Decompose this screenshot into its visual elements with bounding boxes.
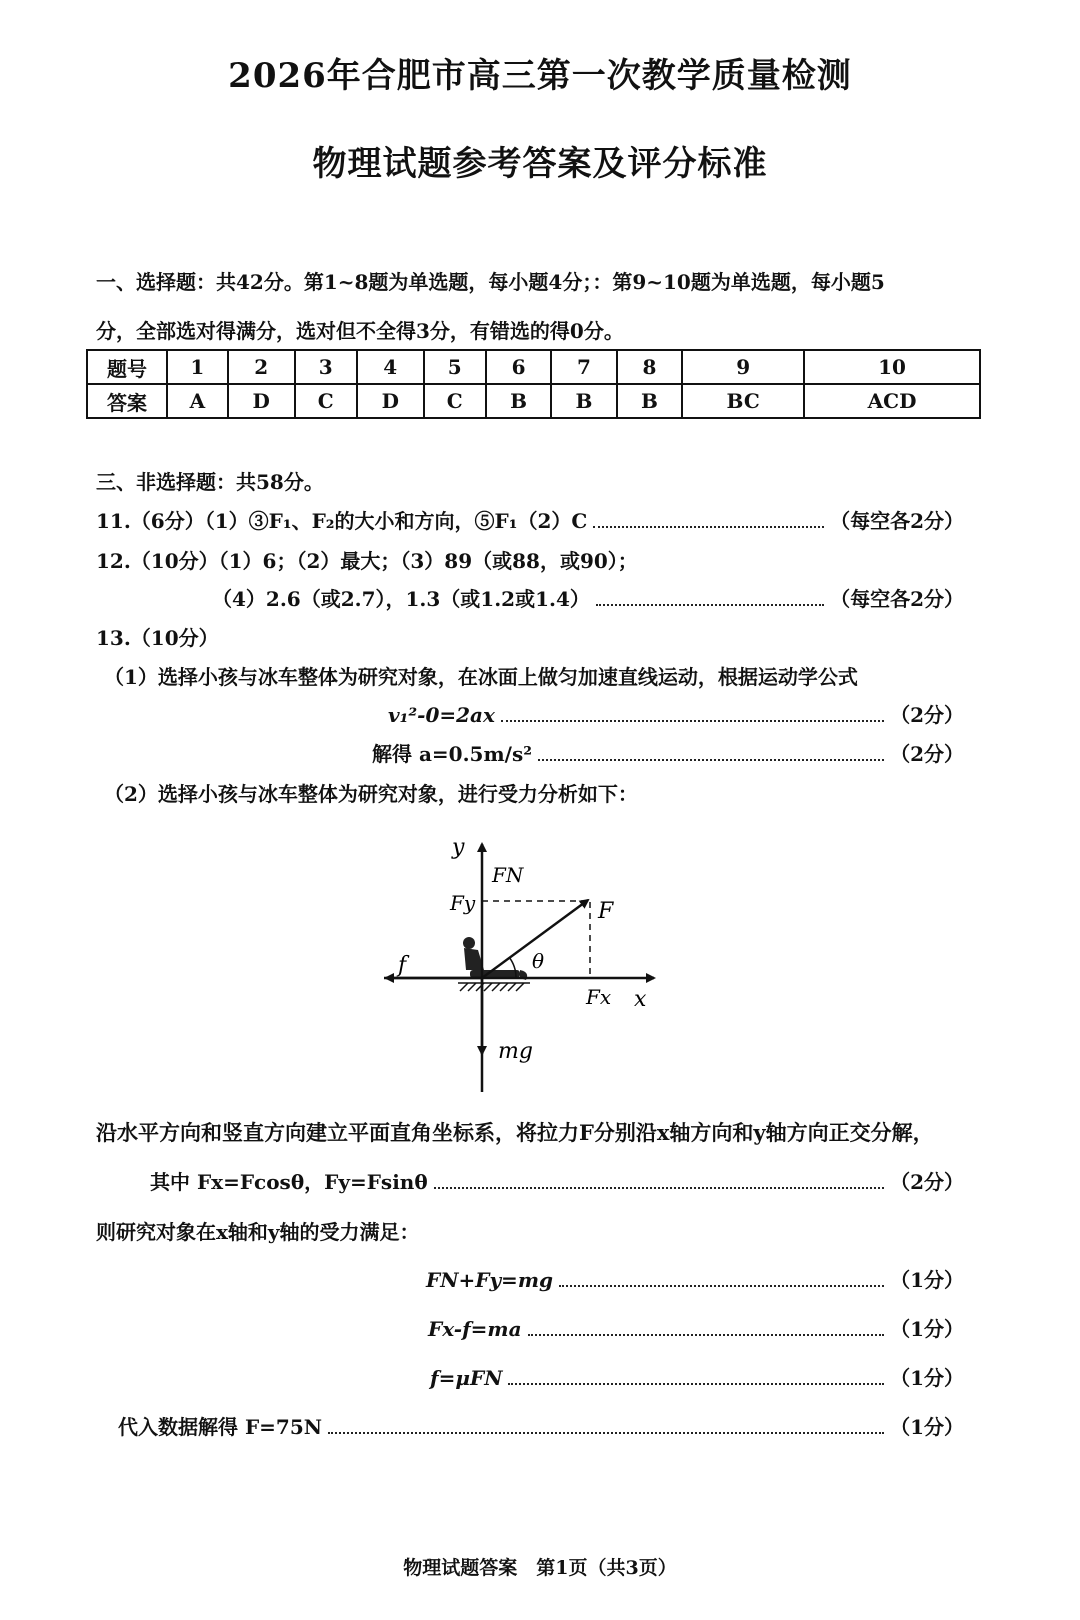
fx-label: Fx (586, 985, 612, 1009)
page-title: 2026年合肥市高三第一次教学质量检测 (228, 56, 852, 96)
section1-line1: 一、选择题：共42分。第1~8题为单选题，每小题4分；：第9~10题为单选题，每小题5 (96, 270, 885, 294)
table-cell: 6 (486, 350, 551, 384)
table-cell: C (295, 384, 357, 418)
q13-p3: 沿水平方向和竖直方向建立平面直角坐标系，将拉力F分别沿x轴方向和y轴方向正交分解， (96, 1120, 934, 1145)
q13-p2: （2）选择小孩与冰车整体为研究对象，进行受力分析如下： (104, 782, 638, 806)
section2-heading: 三、非选择题：共58分。 (96, 470, 324, 494)
q13-eq3-line (150, 1166, 964, 1195)
table-cell: C (424, 384, 486, 418)
q11-text: 11.（6分）（1）③F₁、F₂的大小和方向，⑤F₁（2）C (96, 509, 588, 533)
table-cell: 1 (167, 350, 228, 384)
q11-line (96, 505, 964, 534)
ground-hatch (458, 983, 530, 991)
table-cell: D (228, 384, 295, 418)
leader-dots (538, 759, 884, 761)
page-footer: 物理试题答案 第1页（共3页） (403, 1557, 677, 1579)
q13-eq4: FN+Fy=mg (426, 1268, 553, 1292)
table-cell: B (486, 384, 551, 418)
q13-eq1-line (388, 699, 964, 728)
q13-eq3-score: （2分） (890, 1170, 964, 1194)
q12-line1: 12.（10分）（1）6；（2）最大；（3）89（或88，或90）； (96, 549, 638, 573)
table-cell: 10 (804, 350, 980, 384)
table-cell: B (551, 384, 616, 418)
q13-eq7-line (118, 1411, 964, 1440)
leader-dots (559, 1285, 884, 1287)
table-cell: BC (682, 384, 804, 418)
force-diagram (370, 830, 670, 1100)
mg-label: mg (498, 1039, 533, 1064)
table-row-numbers (87, 350, 980, 384)
q13-eq3: 其中 Fx=Fcosθ，Fy=Fsinθ (150, 1170, 428, 1194)
q13-eq5-line (428, 1313, 964, 1342)
child-on-sled-icon (463, 937, 527, 980)
leader-dots (528, 1334, 885, 1336)
leader-dots (328, 1432, 884, 1434)
q13-eq7-score: （1分） (890, 1415, 964, 1439)
q11-score: （每空各2分） (830, 509, 964, 533)
q13-eq1: v₁²-0=2ax (388, 703, 495, 727)
q13-eq2-line (372, 738, 964, 767)
q13-eq2-score: （2分） (890, 742, 964, 766)
table-cell: 3 (295, 350, 357, 384)
table-cell: 7 (551, 350, 616, 384)
leader-dots (508, 1383, 884, 1385)
table-cell: A (167, 384, 228, 418)
theta-label: θ (532, 949, 545, 973)
q13-eq4-score: （1分） (890, 1268, 964, 1292)
q12-line2 (212, 583, 964, 612)
table-row-answers (87, 384, 980, 418)
table-cell: 2 (228, 350, 295, 384)
leader-dots (434, 1187, 884, 1189)
section1-line2: 分，全部选对得满分，选对但不全得3分，有错选的得0分。 (96, 319, 624, 343)
q13-eq7: 代入数据解得 F=75N (118, 1415, 323, 1439)
q13-p1: （1）选择小孩与冰车整体为研究对象，在冰面上做匀加速直线运动，根据运动学公式 (104, 665, 858, 689)
fy-label: Fy (450, 891, 476, 915)
table-cell: 9 (682, 350, 804, 384)
friction-label: f (398, 953, 407, 978)
table-cell: 8 (617, 350, 682, 384)
q13-eq4-line (426, 1264, 964, 1293)
q12-score: （每空各2分） (830, 587, 964, 611)
table-cell: D (357, 384, 424, 418)
table-cell: 5 (424, 350, 486, 384)
q13-p4: 则研究对象在x轴和y轴的受力满足： (96, 1220, 420, 1244)
q13-eq6: f=μFN (430, 1366, 503, 1390)
leader-dots (596, 604, 824, 606)
table-answer-label: 答案 (87, 384, 167, 418)
leader-dots (501, 720, 884, 722)
q13-eq6-line (430, 1362, 964, 1391)
x-axis-label: x (634, 987, 647, 1012)
q13-eq2: 解得 a=0.5m/s² (372, 742, 532, 766)
y-axis-label: y (452, 835, 465, 860)
table-cell: 4 (357, 350, 424, 384)
q13-heading: 13.（10分） (96, 626, 219, 650)
answer-table (86, 349, 981, 419)
table-cell: ACD (804, 384, 980, 418)
q13-eq1-score: （2分） (890, 703, 964, 727)
table-cell: B (617, 384, 682, 418)
q13-eq6-score: （1分） (890, 1366, 964, 1390)
f-label: F (598, 899, 614, 924)
q12-text: （4）2.6（或2.7），1.3（或1.2或1.4） (212, 587, 590, 611)
page-subtitle: 物理试题参考答案及评分标准 (312, 144, 768, 184)
table-header-label: 题号 (87, 350, 167, 384)
leader-dots (593, 526, 824, 528)
fn-label: FN (492, 863, 524, 887)
q13-eq5-score: （1分） (890, 1317, 964, 1341)
q13-eq5: Fx-f=ma (428, 1317, 522, 1341)
